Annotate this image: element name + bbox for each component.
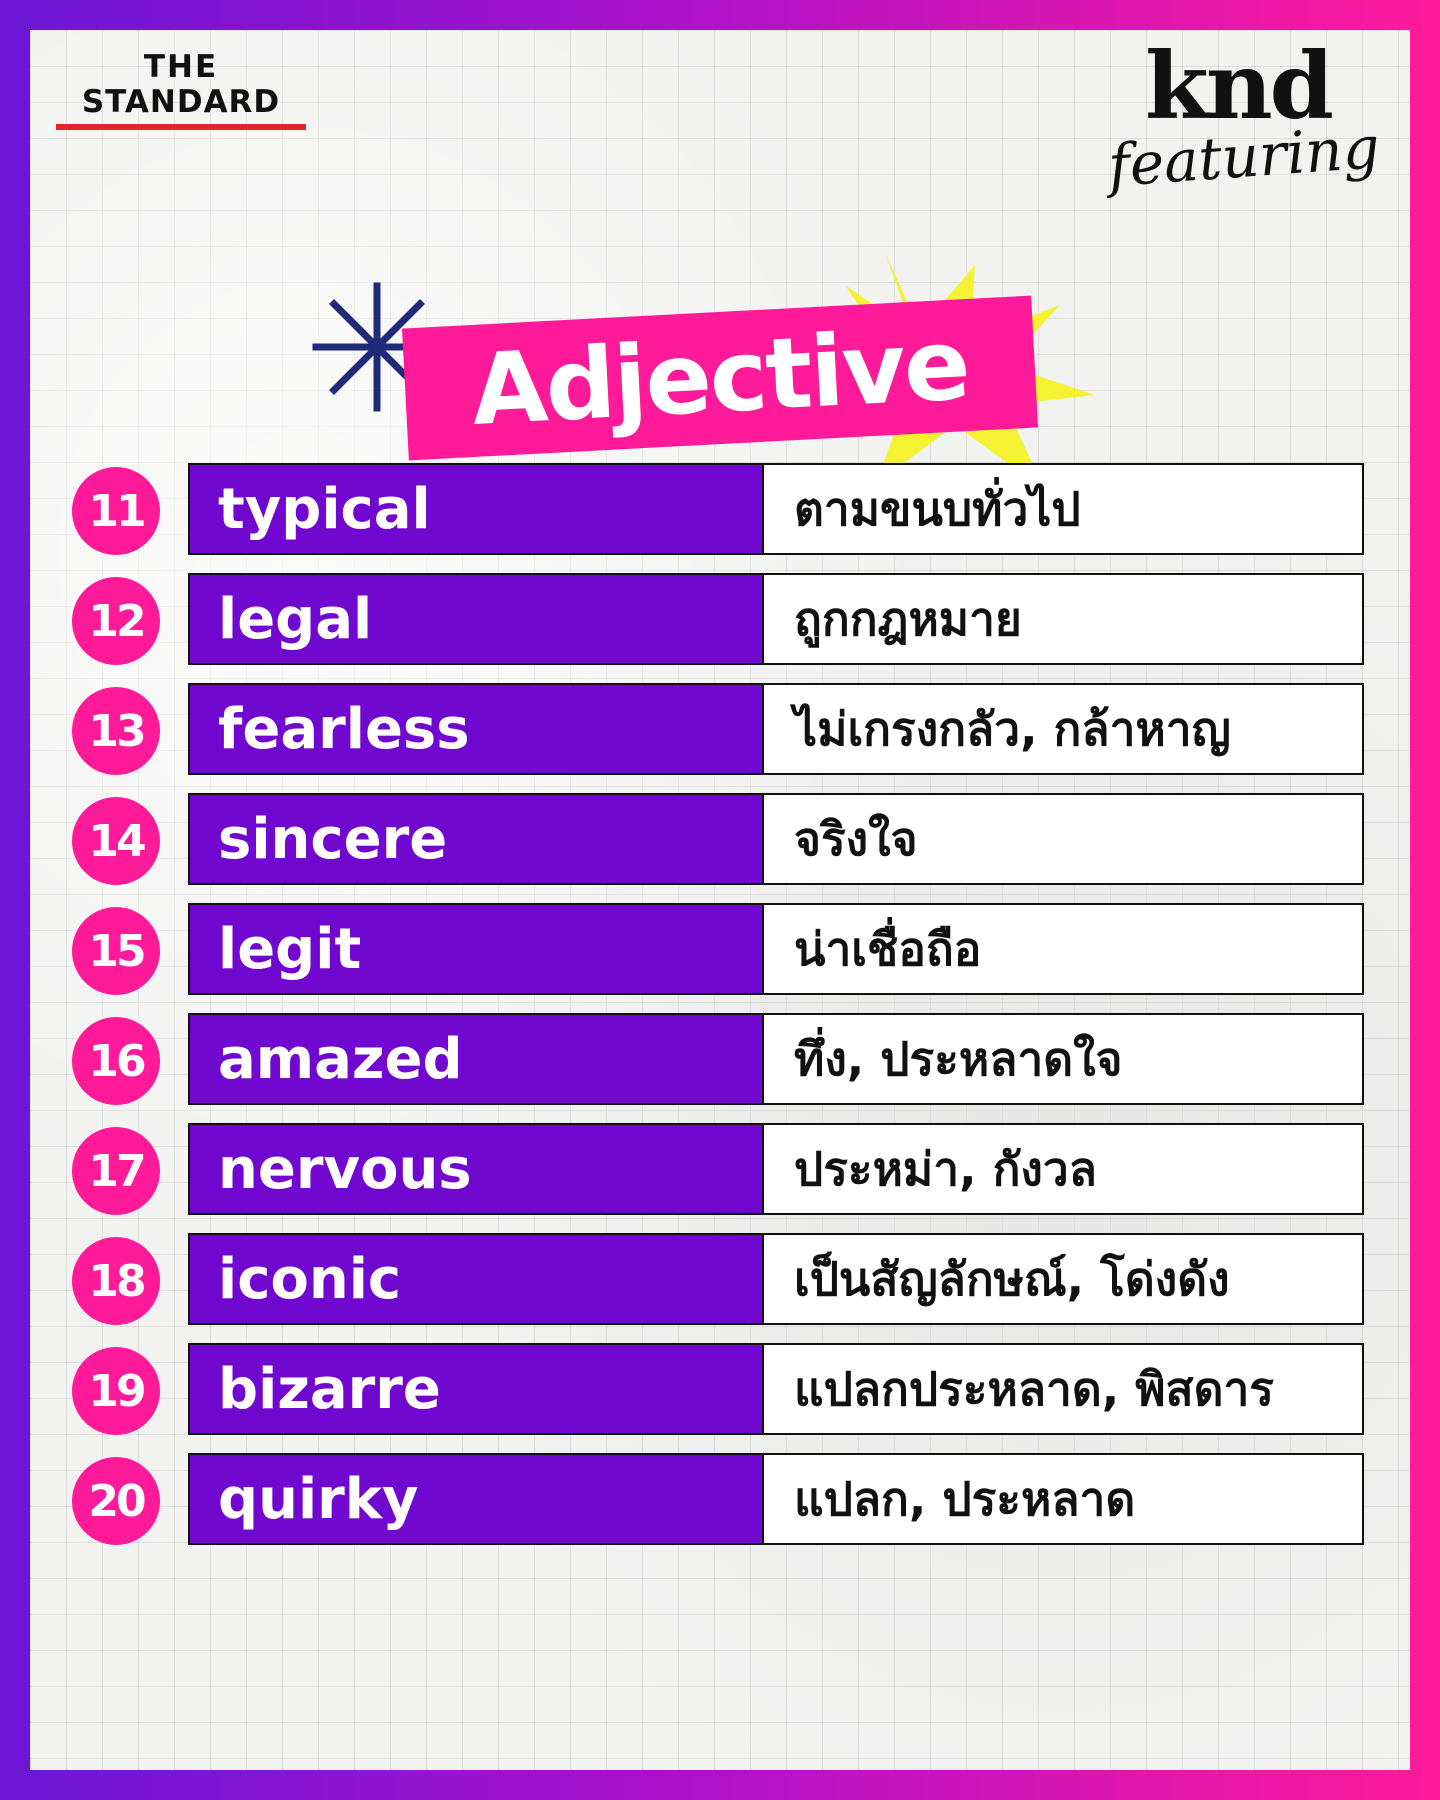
thai-meaning: แปลกประหลาด, พิสดาร xyxy=(764,1343,1364,1435)
thai-meaning: จริงใจ xyxy=(764,793,1364,885)
logo-line-1: THE xyxy=(143,49,219,85)
row-number-badge: 11 xyxy=(72,467,160,555)
row-number-badge: 15 xyxy=(72,907,160,995)
english-word: legit xyxy=(188,903,764,995)
logo-underline xyxy=(56,124,306,130)
thai-meaning: ทึ่ง, ประหลาดใจ xyxy=(764,1013,1364,1105)
english-word: iconic xyxy=(188,1233,764,1325)
vocab-row xyxy=(72,793,1368,889)
english-word: fearless xyxy=(188,683,764,775)
vocab-row xyxy=(72,903,1368,999)
row-number-badge: 17 xyxy=(72,1127,160,1215)
vocab-row xyxy=(72,1453,1368,1549)
english-word: legal xyxy=(188,573,764,665)
thai-meaning: ถูกกฎหมาย xyxy=(764,573,1364,665)
thai-meaning: ประหม่า, กังวล xyxy=(764,1123,1364,1215)
thai-meaning: เป็นสัญลักษณ์, โด่งดัง xyxy=(764,1233,1364,1325)
vocab-row xyxy=(72,1233,1368,1329)
vocab-row xyxy=(72,1343,1368,1439)
row-number-badge: 16 xyxy=(72,1017,160,1105)
the-standard-logo xyxy=(56,49,306,130)
row-number-badge: 19 xyxy=(72,1347,160,1435)
logo-line-2: STANDARD xyxy=(81,84,281,120)
thai-meaning: น่าเชื่อถือ xyxy=(764,903,1364,995)
vocab-row xyxy=(72,1013,1368,1109)
english-word: amazed xyxy=(188,1013,764,1105)
featuring-script: featuring xyxy=(1105,113,1382,200)
row-number-badge: 20 xyxy=(72,1457,160,1545)
english-word: typical xyxy=(188,463,764,555)
vocab-row xyxy=(72,1123,1368,1219)
english-word: bizarre xyxy=(188,1343,764,1435)
vocab-row xyxy=(72,573,1368,669)
thai-meaning: ตามขนบทั่วไป xyxy=(764,463,1364,555)
vocab-row xyxy=(72,463,1368,559)
row-number-badge: 12 xyxy=(72,577,160,665)
page-title: Adjective xyxy=(468,308,972,448)
row-number-badge: 14 xyxy=(72,797,160,885)
thai-meaning: ไม่เกรงกลัว, กล้าหาญ xyxy=(764,683,1364,775)
knd-wordmark: knd xyxy=(1145,32,1331,140)
english-word: quirky xyxy=(188,1453,764,1545)
english-word: sincere xyxy=(188,793,764,885)
vocab-row xyxy=(72,683,1368,779)
thai-meaning: แปลก, ประหลาด xyxy=(764,1453,1364,1545)
knd-featuring-logo xyxy=(1105,32,1382,200)
english-word: nervous xyxy=(188,1123,764,1215)
row-number-badge: 13 xyxy=(72,687,160,775)
row-number-badge: 18 xyxy=(72,1237,160,1325)
